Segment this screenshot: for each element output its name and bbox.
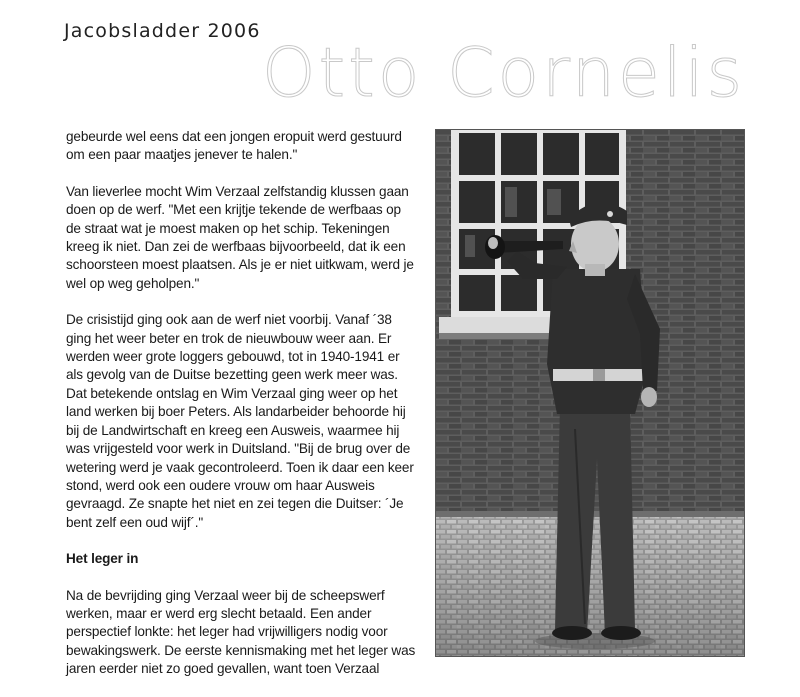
section-heading: Het leger in [66, 551, 139, 567]
running-head: Jacobsladder 2006 [64, 20, 261, 42]
article-paragraph: Van lieverlee mocht Wim Verzaal zelfstandig klussen gaan doen op de werf. "Met een krijtje tekende de werfbaas op de straat wat je moest maken op het schip. Tekeningen kreeg ik niet. Dan zei de werfbaas bijvoorbeeld, dat ik een schoorsteen moest plaatsen. Als je er niet uitkwam, werd je wel op weg geholpen." [66, 183, 414, 291]
article-title: Otto Cornelis [262, 34, 746, 113]
article-paragraph: De crisistijd ging ook aan de werf niet voorbij. Vanaf ´38 ging het weer beter en trok de nieuwbouw weer aan. Er werden weer grote loggers gebouwd, tot in 1940-1941 er als gevolg van de Duitse bezetting geen werk meer was. Dat betekende ontslag en Wim Verzaal ging weer op het land werken bij boer Peters. Als landarbeider behoorde hij bij de Landwirtschaft en kreeg een Ausweis, waarmee hij was vrijgesteld voor werk in Duitsland. "Bij de brug over de wetering werd je vaak gecontroleerd. Toen ik daar een keer stond, werd ook een oudere vrouw om haar Ausweis gevraagd. Ze snapte het niet en zei tegen die Duitser: ´Je bent zelf een oud wijf´." [66, 312, 414, 530]
soldier-bugler-photo [435, 129, 745, 657]
article-paragraph: gebeurde wel eens dat een jongen eropuit werd gestuurd om een paar maatjes jenever te halen." [66, 129, 402, 163]
article-paragraph: Na de bevrijding ging Verzaal weer bij de scheepswerf werken, maar er werd erg slecht betaald. Een ander perspectief lonkte: het leger had vrijwilligers nodig voor bewakingswerk. De eerste kennismaking met het leger was jaren eerder niet zo goed gevallen, want toen Verzaal [66, 587, 416, 677]
article-column [66, 128, 416, 697]
